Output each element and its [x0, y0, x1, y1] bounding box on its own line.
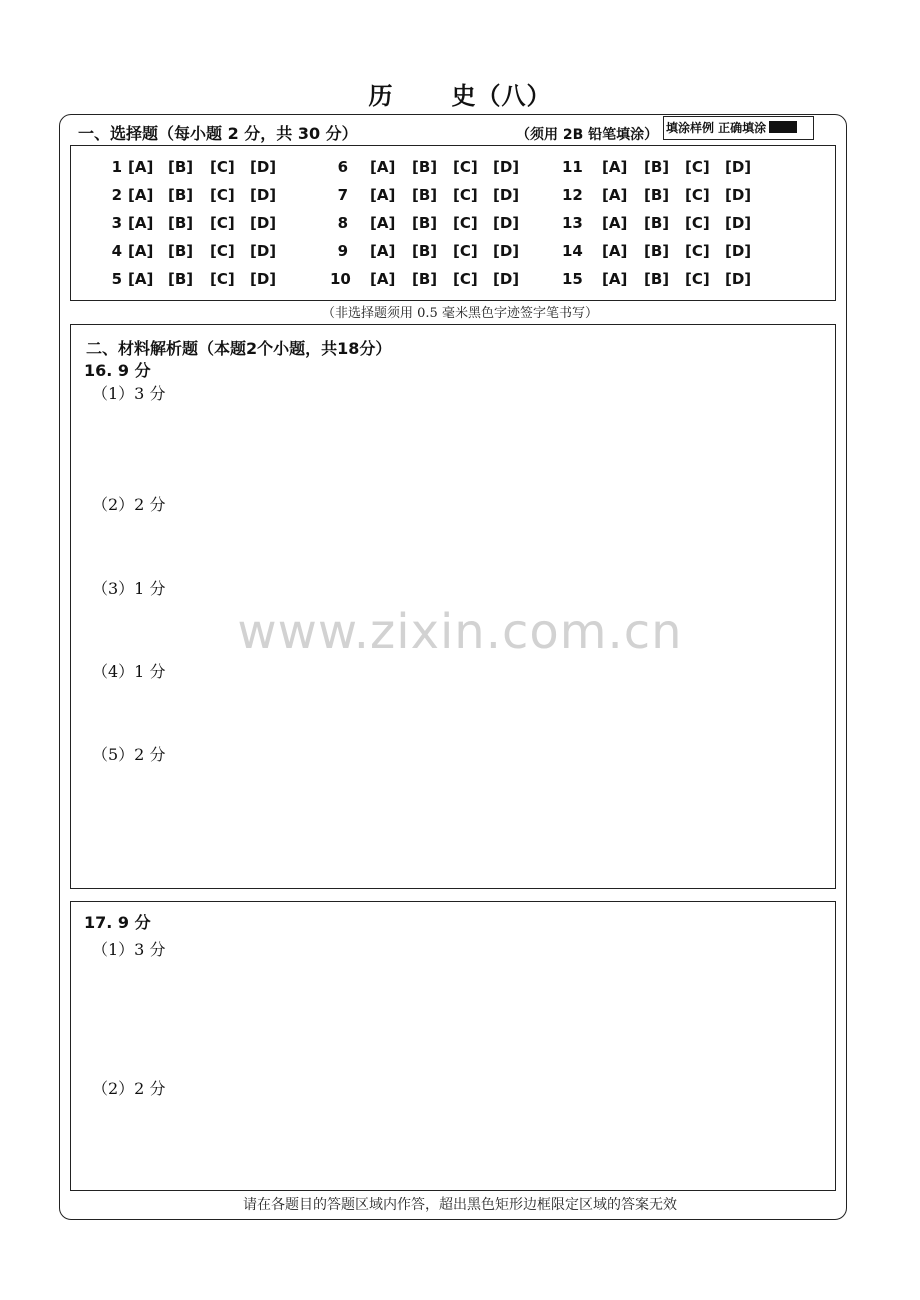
- mc-option-bubble[interactable]: [C]: [210, 242, 235, 260]
- mc-option-bubble[interactable]: [D]: [725, 242, 752, 260]
- mc-option-bubble[interactable]: [A]: [370, 158, 396, 176]
- mc-question: [330, 186, 570, 206]
- title-right: 史（八）: [451, 82, 552, 110]
- mc-option-bubble[interactable]: [A]: [370, 242, 396, 260]
- mc-option-bubble[interactable]: [A]: [602, 186, 628, 204]
- mc-option-bubble[interactable]: [B]: [412, 186, 438, 204]
- mc-question-number: 10: [330, 270, 351, 288]
- mc-option-bubble[interactable]: [D]: [250, 214, 277, 232]
- mc-option-bubble[interactable]: [A]: [370, 214, 396, 232]
- mc-option-bubble[interactable]: [D]: [493, 242, 520, 260]
- non-choice-note: （非选择题须用 0.5 毫米黑色字迹签字笔书写）: [322, 306, 598, 321]
- mc-question: [562, 242, 802, 262]
- mc-option-bubble[interactable]: [A]: [128, 158, 154, 176]
- watermark: www.zixin.com.cn: [237, 604, 683, 660]
- q17-part-2: （2）2 分: [92, 1079, 166, 1098]
- mc-option-bubble[interactable]: [B]: [168, 186, 194, 204]
- mc-question: [330, 214, 570, 234]
- mc-option-bubble[interactable]: [A]: [370, 270, 396, 288]
- mc-option-bubble[interactable]: [B]: [168, 270, 194, 288]
- mc-option-bubble[interactable]: [D]: [250, 158, 277, 176]
- mc-question-number: 4: [111, 242, 122, 260]
- mc-question: [562, 270, 802, 290]
- mc-option-bubble[interactable]: [B]: [644, 242, 670, 260]
- filled-bubble-sample: [769, 121, 797, 133]
- mc-question-number: 8: [337, 214, 348, 232]
- mc-option-bubble[interactable]: [D]: [725, 186, 752, 204]
- page-title: [0, 76, 920, 111]
- mc-option-bubble[interactable]: [B]: [644, 186, 670, 204]
- mc-question-number: 3: [111, 214, 122, 232]
- mc-option-bubble[interactable]: [D]: [250, 270, 277, 288]
- mc-question: [330, 158, 570, 178]
- mc-option-bubble[interactable]: [C]: [210, 214, 235, 232]
- mc-option-bubble[interactable]: [D]: [493, 158, 520, 176]
- mc-option-bubble[interactable]: [C]: [453, 270, 478, 288]
- mc-option-bubble[interactable]: [B]: [644, 270, 670, 288]
- mc-option-bubble[interactable]: [A]: [602, 214, 628, 232]
- q16-part-2: （2）2 分: [92, 495, 166, 514]
- mc-question-number: 15: [562, 270, 583, 288]
- mc-option-bubble[interactable]: [B]: [168, 158, 194, 176]
- mc-question-number: 9: [337, 242, 348, 260]
- q16-part-5: （5）2 分: [92, 745, 166, 764]
- mc-option-bubble[interactable]: [D]: [493, 186, 520, 204]
- mc-option-bubble[interactable]: [A]: [128, 186, 154, 204]
- mc-option-bubble[interactable]: [A]: [602, 158, 628, 176]
- mc-option-bubble[interactable]: [A]: [128, 270, 154, 288]
- mc-option-bubble[interactable]: [B]: [644, 158, 670, 176]
- answer-box-q17: [70, 901, 836, 1191]
- mc-question-number: 5: [111, 270, 122, 288]
- section2-heading: 二、材料解析题（本题2个小题，共18分）: [86, 339, 392, 358]
- mc-question: [104, 158, 344, 178]
- mc-option-bubble[interactable]: [A]: [128, 242, 154, 260]
- mc-option-bubble[interactable]: [B]: [412, 270, 438, 288]
- mc-question-number: 12: [562, 186, 583, 204]
- mc-question: [104, 186, 344, 206]
- mc-question: [562, 158, 802, 178]
- q16-label: 16. 9 分: [84, 361, 151, 380]
- mc-option-bubble[interactable]: [C]: [210, 270, 235, 288]
- mc-option-bubble[interactable]: [C]: [685, 270, 710, 288]
- mc-question-number: 11: [562, 158, 583, 176]
- mc-question: [330, 242, 570, 262]
- mc-option-bubble[interactable]: [A]: [602, 270, 628, 288]
- mc-question-number: 1: [111, 158, 122, 176]
- mc-option-bubble[interactable]: [B]: [412, 214, 438, 232]
- mc-question-number: 7: [337, 186, 348, 204]
- mc-option-bubble[interactable]: [A]: [602, 242, 628, 260]
- mc-option-bubble[interactable]: [D]: [725, 158, 752, 176]
- mc-option-bubble[interactable]: [D]: [725, 270, 752, 288]
- section1-heading: 一、选择题（每小题 2 分，共 30 分）: [78, 124, 358, 143]
- fill-sample-box: [663, 116, 814, 140]
- footer-note: 请在各题目的答题区域内作答，超出黑色矩形边框限定区域的答案无效: [243, 1197, 677, 1213]
- mc-question: [104, 242, 344, 262]
- mc-option-bubble[interactable]: [C]: [210, 158, 235, 176]
- mc-option-bubble[interactable]: [B]: [168, 214, 194, 232]
- mc-option-bubble[interactable]: [D]: [725, 214, 752, 232]
- mc-option-bubble[interactable]: [A]: [370, 186, 396, 204]
- mc-question: [562, 214, 802, 234]
- mc-option-bubble[interactable]: [B]: [168, 242, 194, 260]
- mc-option-bubble[interactable]: [C]: [453, 242, 478, 260]
- mc-option-bubble[interactable]: [C]: [685, 214, 710, 232]
- mc-question-number: 6: [337, 158, 348, 176]
- mc-question: [330, 270, 570, 290]
- mc-option-bubble[interactable]: [C]: [453, 158, 478, 176]
- mc-option-bubble[interactable]: [C]: [685, 186, 710, 204]
- mc-option-bubble[interactable]: [D]: [493, 270, 520, 288]
- mc-option-bubble[interactable]: [C]: [685, 158, 710, 176]
- mc-option-bubble[interactable]: [C]: [685, 242, 710, 260]
- mc-option-bubble[interactable]: [D]: [493, 214, 520, 232]
- q16-part-1: （1）3 分: [92, 384, 166, 403]
- mc-option-bubble[interactable]: [B]: [412, 158, 438, 176]
- mc-question: [104, 270, 344, 290]
- mc-question: [104, 214, 344, 234]
- mc-option-bubble[interactable]: [C]: [453, 214, 478, 232]
- q16-part-3: （3）1 分: [92, 579, 166, 598]
- mc-question-number: 14: [562, 242, 583, 260]
- mc-question-number: 2: [111, 186, 122, 204]
- q16-part-4: （4）1 分: [92, 662, 166, 681]
- q17-part-1: （1）3 分: [92, 940, 166, 959]
- q17-label: 17. 9 分: [84, 913, 151, 932]
- mc-option-bubble[interactable]: [D]: [250, 242, 277, 260]
- mc-option-bubble[interactable]: [A]: [128, 214, 154, 232]
- mc-question-number: 13: [562, 214, 583, 232]
- section1-pencil-note: （须用 2B 铅笔填涂）: [516, 127, 659, 143]
- mc-option-bubble[interactable]: [D]: [250, 186, 277, 204]
- mc-option-bubble[interactable]: [B]: [412, 242, 438, 260]
- mc-option-bubble[interactable]: [C]: [210, 186, 235, 204]
- mc-option-bubble[interactable]: [C]: [453, 186, 478, 204]
- mc-question: [562, 186, 802, 206]
- mc-option-bubble[interactable]: [B]: [644, 214, 670, 232]
- title-left: 历: [368, 82, 394, 110]
- fill-sample-label: 填涂样例 正确填涂: [666, 121, 767, 135]
